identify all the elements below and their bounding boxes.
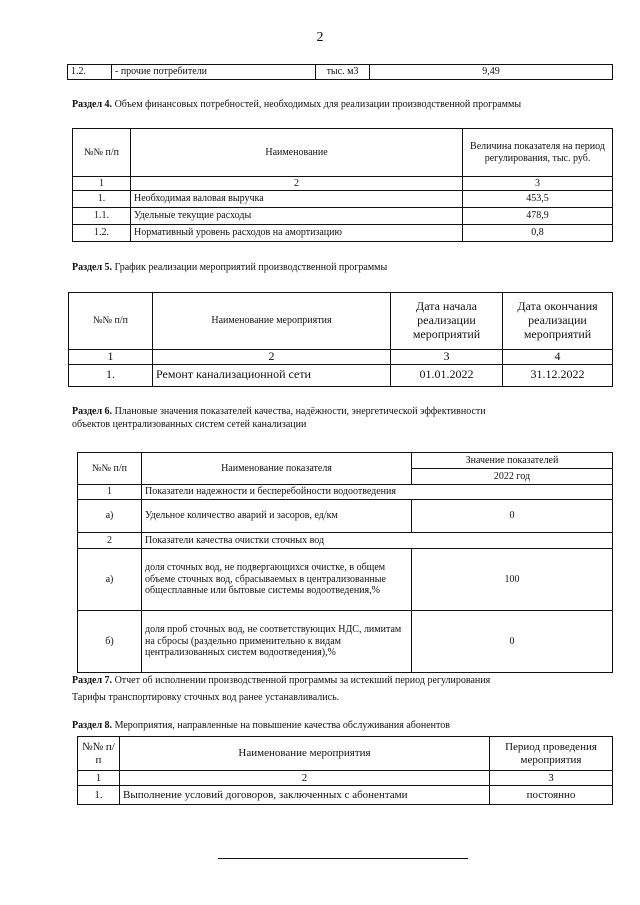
section-6-heading <box>72 406 617 430</box>
row-name: Нормативный уровень расходов на амортизацию <box>131 225 463 242</box>
table-row <box>68 65 613 80</box>
row-number: 1. <box>69 364 153 386</box>
table-header-row <box>78 453 613 469</box>
section-4-label: Раздел 4. <box>72 99 113 110</box>
table-header-row <box>73 129 613 177</box>
section-4-title: Объем финансовых потребностей, необходимых для реализации производственной программы <box>112 99 522 110</box>
continuation-table <box>67 64 613 80</box>
column-number: 3 <box>391 350 503 365</box>
section-4-table <box>72 128 613 242</box>
row-value: 453,5 <box>463 191 613 208</box>
header-number: №№ п/п <box>73 129 131 177</box>
row-value: 0 <box>412 500 613 533</box>
section-6-title-line2: объектов централизованных систем сетей канализации <box>72 419 307 430</box>
column-number: 3 <box>490 771 613 786</box>
bottom-divider <box>218 858 468 859</box>
section-7-heading <box>72 675 490 686</box>
header-name: Наименование мероприятия <box>153 293 391 350</box>
header-name: Наименование <box>131 129 463 177</box>
column-number: 2 <box>120 771 490 786</box>
column-number-row <box>73 177 613 191</box>
table-row <box>73 191 613 208</box>
row-name: доля сточных вод, не подвергающихся очистке, в общем объеме сточных вод, сбрасываемых в централизованные общесплавные или бытовые системы водоотведения,% <box>142 549 412 611</box>
row-value: 478,9 <box>463 208 613 225</box>
table-header-row <box>69 293 613 350</box>
table-row <box>69 364 613 386</box>
section-7-text: Отчет об исполнении производственной программы за истекший период регулирования <box>112 675 491 686</box>
header-name: Наименование мероприятия <box>120 737 490 771</box>
row-name: Необходимая валовая выручка <box>131 191 463 208</box>
column-number: 4 <box>503 350 613 365</box>
column-number: 1 <box>78 771 120 786</box>
row-value: 100 <box>412 549 613 611</box>
section-5-table <box>68 292 613 387</box>
section-8-heading <box>72 720 450 731</box>
header-end-date: Дата окончания реализации мероприятий <box>503 293 613 350</box>
page-number: 2 <box>316 30 324 45</box>
row-number: 1.1. <box>73 208 131 225</box>
column-number: 1 <box>73 177 131 191</box>
header-value: Значение показателей <box>412 453 613 469</box>
table-row <box>73 225 613 242</box>
section-5-label: Раздел 5. <box>72 262 113 273</box>
column-number: 2 <box>131 177 463 191</box>
section-7-label: Раздел 7. <box>72 675 113 686</box>
row-number: б) <box>78 611 142 673</box>
row-number: 1.2. <box>68 65 112 80</box>
row-value: 0 <box>412 611 613 673</box>
section-4-heading <box>72 99 521 110</box>
table-row <box>73 208 613 225</box>
row-name: Удельные текущие расходы <box>131 208 463 225</box>
header-value: Величина показателя на период регулирования, тыс. руб. <box>463 129 613 177</box>
group-number: 1 <box>78 485 142 500</box>
row-number: 1.2. <box>73 225 131 242</box>
group-row <box>78 533 613 549</box>
row-name: Выполнение условий договоров, заключенных с абонентами <box>120 786 490 805</box>
row-name: - прочие потребители <box>112 65 316 80</box>
column-number: 1 <box>69 350 153 365</box>
row-name: доля проб сточных вод, не соответствующих НДС, лимитам на сбросы (раздельно применительно к видам централизованных систем водоотведения),% <box>142 611 412 673</box>
section-8-label: Раздел 8. <box>72 720 113 731</box>
section-5-heading <box>72 262 387 273</box>
column-number: 2 <box>153 350 391 365</box>
section-6-title-line1: Плановые значения показателей качества, надёжности, энергетической эффективности <box>112 406 486 417</box>
row-number: а) <box>78 549 142 611</box>
table-row <box>78 549 613 611</box>
column-number: 3 <box>463 177 613 191</box>
section-6-label: Раздел 6. <box>72 406 113 417</box>
table-row <box>78 786 613 805</box>
header-number: №№ п/п <box>78 453 142 485</box>
row-name: Ремонт канализационной сети <box>153 364 391 386</box>
section-8-title: Мероприятия, направленные на повышение качества обслуживания абонентов <box>112 720 450 731</box>
row-number: а) <box>78 500 142 533</box>
group-name: Показатели качества очистки сточных вод <box>142 533 613 549</box>
group-number: 2 <box>78 533 142 549</box>
header-start-date: Дата начала реализации мероприятий <box>391 293 503 350</box>
header-name: Наименование показателя <box>142 453 412 485</box>
section-8-table <box>77 736 613 805</box>
table-header-row <box>78 737 613 771</box>
row-unit: тыс. м3 <box>316 65 370 80</box>
row-name: Удельное количество аварий и засоров, ед/км <box>142 500 412 533</box>
section-5-title: График реализации мероприятий производственной программы <box>112 262 388 273</box>
row-end-date: 31.12.2022 <box>503 364 613 386</box>
table-row <box>78 611 613 673</box>
table-row <box>78 500 613 533</box>
row-value: 9,49 <box>370 65 613 80</box>
header-period: Период проведения мероприятия <box>490 737 613 771</box>
row-number: 1. <box>73 191 131 208</box>
row-number: 1. <box>78 786 120 805</box>
column-number-row <box>78 771 613 786</box>
row-value: 0,8 <box>463 225 613 242</box>
row-start-date: 01.01.2022 <box>391 364 503 386</box>
header-number: №№ п/п <box>78 737 120 771</box>
group-row <box>78 485 613 500</box>
group-name: Показатели надежности и бесперебойности водоотведения <box>142 485 613 500</box>
column-number-row <box>69 350 613 365</box>
header-year: 2022 год <box>412 469 613 485</box>
section-7-note: Тарифы транспортировку сточных вод ранее устанавливались. <box>72 692 340 703</box>
section-6-table <box>77 452 613 673</box>
row-period: постоянно <box>490 786 613 805</box>
header-number: №№ п/п <box>69 293 153 350</box>
